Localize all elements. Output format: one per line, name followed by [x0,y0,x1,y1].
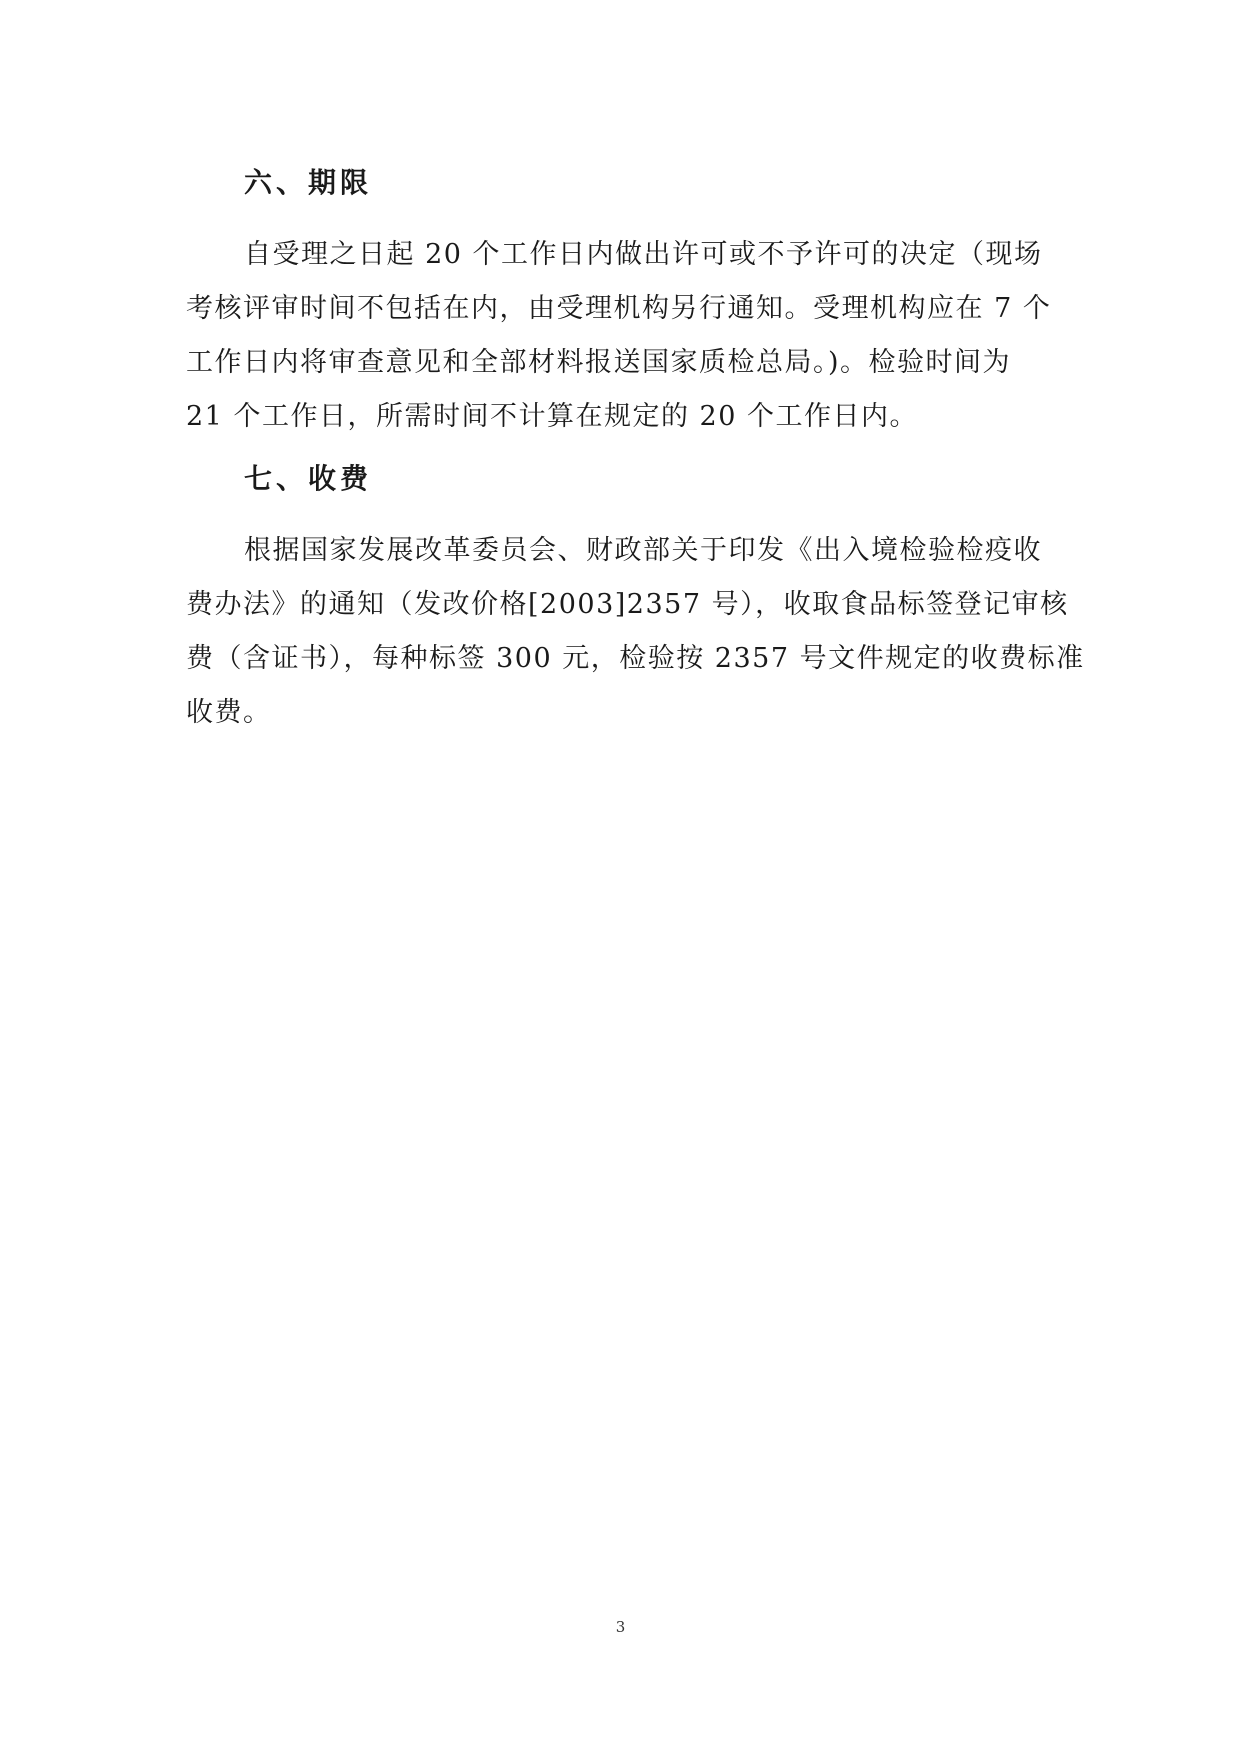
paragraph-deadline [186,228,1056,444]
paragraph-line: 根据国家发展改革委员会、财政部关于印发《出入境检验检疫收 [244,535,1042,566]
document-body [186,158,1085,740]
paragraph-line: 自受理之日起 20 个工作日内做出许可或不予许可的决定（现场 [244,239,1043,270]
paragraph-line: 费（含证书），每种标签 300 元，检验按 2357 号文件规定的收费标准 [186,643,1085,674]
page-number: 3 [615,1618,626,1636]
paragraph-line: 考核评审时间不包括在内，由受理机构另行通知。受理机构应在 7 个 [186,293,1052,324]
paragraph-line: 工作日内将审查意见和全部材料报送国家质检总局。)。检验时间为 [186,347,1012,378]
paragraph-line: 费办法》的通知（发改价格[2003]2357 号），收取食品标签登记审核 [186,589,1069,620]
section-heading-deadline: 六、期限 [244,166,373,199]
section-heading-fees: 七、收费 [244,462,373,495]
paragraph-line: 21 个工作日，所需时间不计算在规定的 20 个工作日内。 [186,401,918,432]
paragraph-fees [186,524,1085,740]
paragraph-line: 收费。 [186,697,272,728]
